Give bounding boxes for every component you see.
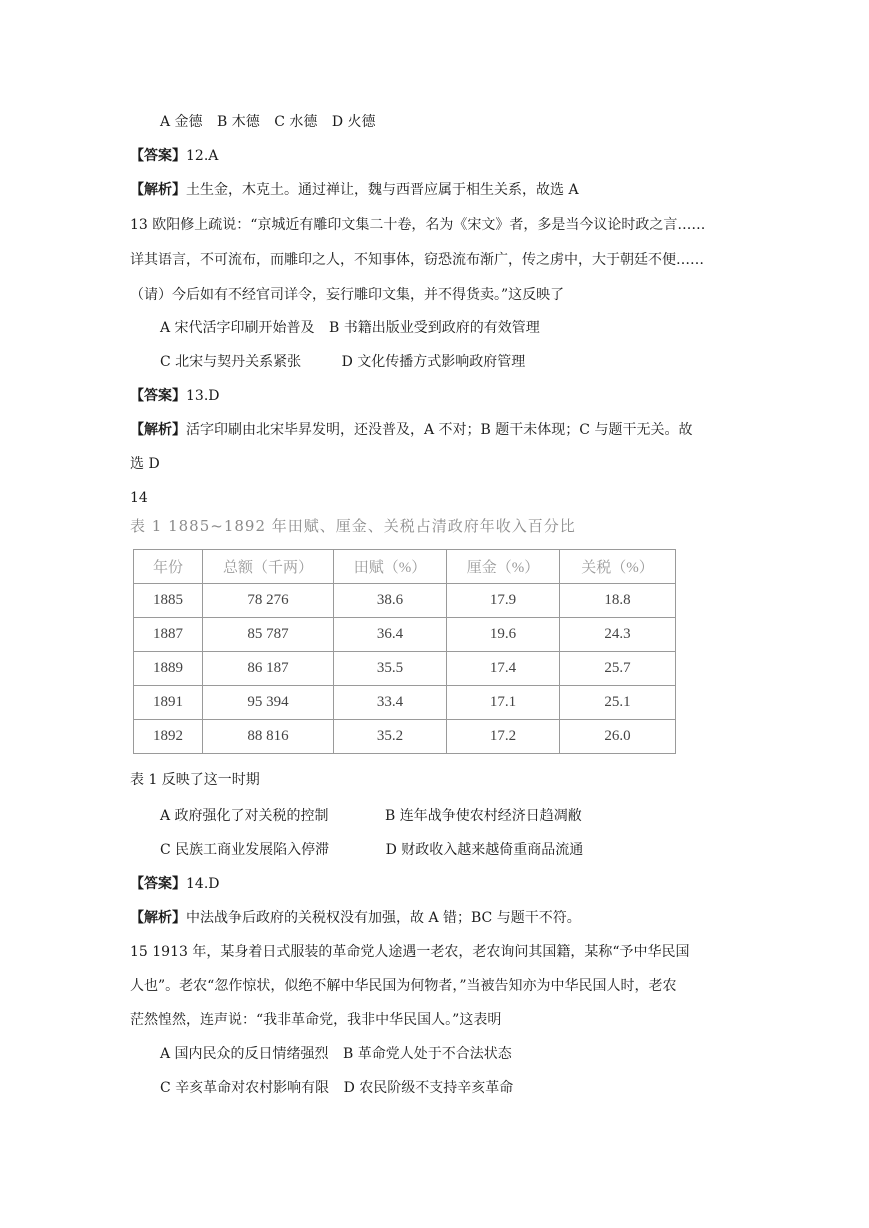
q15-stem-line-1: 15 1913 年，某身着日式服装的革命党人途遇一老农，老农询问其国籍，某称“予中华民国: [130, 944, 690, 960]
q14-answer: [130, 874, 220, 894]
q13-option-a: A 宋代活字印刷开始普及: [160, 320, 315, 336]
q12-analysis: [130, 180, 579, 200]
table-cell: 85 787: [203, 618, 334, 652]
table-cell: 35.2: [334, 720, 447, 754]
q12-answer: [130, 146, 218, 166]
table-row: [134, 720, 676, 754]
table-header-cell: 田赋（%）: [334, 550, 447, 584]
q14-options-row-1: [160, 806, 592, 826]
table-cell: 1889: [134, 652, 203, 686]
q14-option-c: C 民族工商业发展陷入停滞: [160, 842, 330, 858]
analysis-text: 活字印刷由北宋毕昇发明，还没普及，A 不对；B 题干未体现；C 与题干无关。故: [186, 422, 693, 438]
analysis-text: 土生金，木克土。通过禅让，魏与西晋应属于相生关系，故选 A: [186, 182, 579, 198]
q13-stem-line-2: 详其语言，不可流布，而雕印之人，不知事体，窃恐流布渐广，传之虏中，大于朝廷不便……: [130, 252, 704, 268]
table-cell: 33.4: [334, 686, 447, 720]
q12-option-d: D 火德: [331, 114, 376, 130]
q14-option-d: D 财政收入越来越倚重商品流通: [385, 842, 584, 858]
q14-option-a: A 政府强化了对关税的控制: [160, 808, 329, 824]
table-cell: 17.1: [447, 686, 560, 720]
q13-analysis-line-2: 选 D: [130, 456, 160, 472]
q12-options: [160, 112, 386, 132]
table-header-cell: 总额（千两）: [203, 550, 334, 584]
table-title: 表 1 1885~1892 年田赋、厘金、关税占清政府年收入百分比: [130, 517, 576, 535]
q13-answer: [130, 386, 220, 406]
answer-value: 13.D: [186, 388, 220, 404]
table-row: [134, 584, 676, 618]
table-cell: 1892: [134, 720, 203, 754]
table-cell: 18.8: [560, 584, 676, 618]
table-cell: 1885: [134, 584, 203, 618]
q14-option-b: B 连年战争使农村经济日趋凋敝: [385, 808, 582, 824]
table-cell: 26.0: [560, 720, 676, 754]
q13-analysis-line-1: [130, 420, 692, 440]
q14-number: 14: [130, 490, 148, 506]
q12-option-b: B 木德: [217, 114, 260, 130]
table-cell: 78 276: [203, 584, 334, 618]
q15-options-row-2: [160, 1078, 523, 1098]
q15-option-b: B 革命党人处于不合法状态: [343, 1046, 512, 1062]
answer-label: 【答案】: [130, 388, 186, 404]
table-cell: 17.4: [447, 652, 560, 686]
q13-option-b: B 书籍出版业受到政府的有效管理: [329, 320, 540, 336]
q14-options-row-2: [160, 840, 593, 860]
q13-stem-line-1: 13 欧阳修上疏说：“京城近有雕印文集二十卷，名为《宋文》者，多是当今议论时政之言……: [130, 217, 706, 233]
table-cell: 19.6: [447, 618, 560, 652]
q15-options-row-1: [160, 1044, 522, 1064]
answer-value: 12.A: [186, 148, 219, 164]
table-row: [134, 652, 676, 686]
q14-stem: 表 1 反映了这一时期: [130, 772, 260, 788]
table-cell: 1891: [134, 686, 203, 720]
table-cell: 38.6: [334, 584, 447, 618]
q15-option-d: D 农民阶级不支持辛亥革命: [343, 1080, 514, 1096]
table-header-cell: 关税（%）: [560, 550, 676, 584]
answer-label: 【答案】: [130, 148, 186, 164]
q13-stem-line-3: （请）今后如有不经官司详令，妄行雕印文集，并不得货卖。”这反映了: [130, 287, 565, 303]
table-cell: 17.9: [447, 584, 560, 618]
table-cell: 25.1: [560, 686, 676, 720]
q13-option-d: D 文化传播方式影响政府管理: [341, 354, 526, 370]
table-cell: 1887: [134, 618, 203, 652]
table-row: [134, 618, 676, 652]
q13-options-row-2: [160, 352, 535, 372]
q15-option-a: A 国内民众的反日情绪强烈: [160, 1046, 329, 1062]
analysis-label: 【解析】: [130, 422, 186, 438]
q15-stem-line-2: 人也”。老农“忽作惊状，似绝不解中华民国为何物者，”当被告知亦为中华民国人时，老农: [130, 978, 677, 994]
q15-stem-line-3: 茫然惶然，连声说：“我非革命党，我非中华民国人。”这表明: [130, 1012, 502, 1028]
analysis-text: 中法战争后政府的关税权没有加强，故 A 错；BC 与题干不符。: [186, 910, 581, 926]
q12-option-c: C 水德: [274, 114, 318, 130]
analysis-label: 【解析】: [130, 182, 186, 198]
table-header-row: [134, 550, 676, 584]
table-header-cell: 年份: [134, 550, 203, 584]
q13-option-c: C 北宋与契丹关系紧张: [160, 354, 302, 370]
q12-option-a: A 金德: [160, 114, 203, 130]
answer-label: 【答案】: [130, 876, 186, 892]
q15-option-c: C 辛亥革命对农村影响有限: [160, 1080, 330, 1096]
table-cell: 25.7: [560, 652, 676, 686]
table-cell: 86 187: [203, 652, 334, 686]
table-cell: 88 816: [203, 720, 334, 754]
table-row: [134, 686, 676, 720]
analysis-label: 【解析】: [130, 910, 186, 926]
table-cell: 24.3: [560, 618, 676, 652]
answer-value: 14.D: [186, 876, 220, 892]
table-cell: 17.2: [447, 720, 560, 754]
table-cell: 35.5: [334, 652, 447, 686]
q13-options-row-1: [160, 318, 550, 338]
q14-analysis: [130, 908, 581, 928]
table-cell: 95 394: [203, 686, 334, 720]
table-cell: 36.4: [334, 618, 447, 652]
table-header-cell: 厘金（%）: [447, 550, 560, 584]
revenue-table: [133, 549, 676, 754]
